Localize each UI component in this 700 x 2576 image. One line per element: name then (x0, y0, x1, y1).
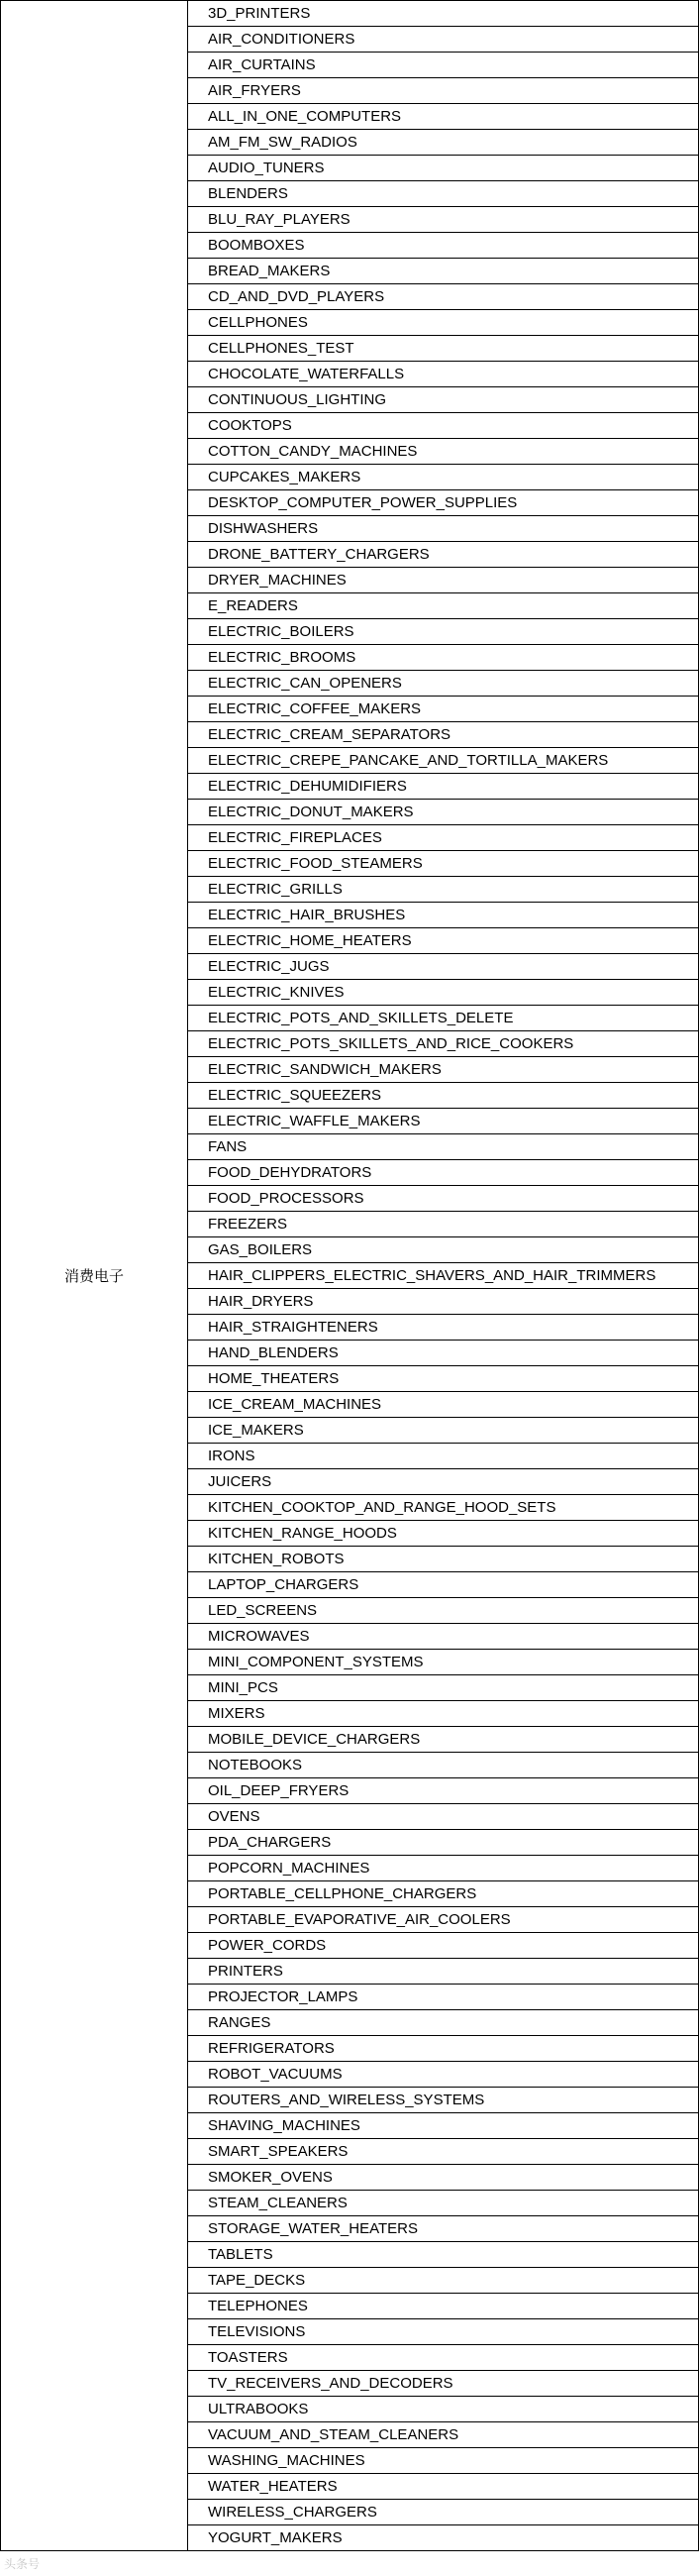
item-name-cell: ELECTRIC_POTS_SKILLETS_AND_RICE_COOKERS (188, 1031, 699, 1057)
item-name-cell: AUDIO_TUNERS (188, 156, 699, 181)
category-table-body (1, 1, 699, 2551)
item-name-cell: ELECTRIC_BOILERS (188, 619, 699, 645)
item-name-cell: COOKTOPS (188, 413, 699, 439)
item-name-cell: ICE_CREAM_MACHINES (188, 1392, 699, 1418)
item-name-cell: AIR_FRYERS (188, 78, 699, 104)
item-name-cell: HAIR_DRYERS (188, 1289, 699, 1315)
item-name-cell: HAIR_CLIPPERS_ELECTRIC_SHAVERS_AND_HAIR_TRIMMERS (188, 1263, 699, 1289)
item-name-cell: WASHING_MACHINES (188, 2448, 699, 2474)
item-name-cell: TAPE_DECKS (188, 2268, 699, 2294)
item-name-cell: DRYER_MACHINES (188, 568, 699, 593)
item-name-cell: AM_FM_SW_RADIOS (188, 130, 699, 156)
item-name-cell: ELECTRIC_FIREPLACES (188, 825, 699, 851)
item-name-cell: ELECTRIC_JUGS (188, 954, 699, 980)
item-name-cell: ELECTRIC_WAFFLE_MAKERS (188, 1109, 699, 1134)
item-name-cell: OIL_DEEP_FRYERS (188, 1778, 699, 1804)
item-name-cell: ALL_IN_ONE_COMPUTERS (188, 104, 699, 130)
item-name-cell: PORTABLE_CELLPHONE_CHARGERS (188, 1881, 699, 1907)
item-name-cell: KITCHEN_COOKTOP_AND_RANGE_HOOD_SETS (188, 1495, 699, 1521)
item-name-cell: COTTON_CANDY_MACHINES (188, 439, 699, 465)
item-name-cell: ELECTRIC_HOME_HEATERS (188, 928, 699, 954)
item-name-cell: ELECTRIC_COFFEE_MAKERS (188, 697, 699, 722)
item-name-cell: POWER_CORDS (188, 1933, 699, 1959)
item-name-cell: DESKTOP_COMPUTER_POWER_SUPPLIES (188, 490, 699, 516)
item-name-cell: FANS (188, 1134, 699, 1160)
item-name-cell: TOASTERS (188, 2345, 699, 2371)
item-name-cell: TELEPHONES (188, 2294, 699, 2319)
item-name-cell: VACUUM_AND_STEAM_CLEANERS (188, 2422, 699, 2448)
item-name-cell: ELECTRIC_CAN_OPENERS (188, 671, 699, 697)
item-name-cell: KITCHEN_ROBOTS (188, 1547, 699, 1572)
item-name-cell: CELLPHONES_TEST (188, 336, 699, 362)
item-name-cell: ELECTRIC_KNIVES (188, 980, 699, 1006)
item-name-cell: MINI_COMPONENT_SYSTEMS (188, 1650, 699, 1675)
item-name-cell: TELEVISIONS (188, 2319, 699, 2345)
item-name-cell: BLU_RAY_PLAYERS (188, 207, 699, 233)
item-name-cell: LED_SCREENS (188, 1598, 699, 1624)
item-name-cell: SMOKER_OVENS (188, 2165, 699, 2191)
item-name-cell: ELECTRIC_SANDWICH_MAKERS (188, 1057, 699, 1083)
item-name-cell: DISHWASHERS (188, 516, 699, 542)
item-name-cell: CD_AND_DVD_PLAYERS (188, 284, 699, 310)
item-name-cell: GAS_BOILERS (188, 1237, 699, 1263)
item-name-cell: AIR_CONDITIONERS (188, 27, 699, 53)
item-name-cell: PRINTERS (188, 1959, 699, 1985)
item-name-cell: MIXERS (188, 1701, 699, 1727)
item-name-cell: ELECTRIC_DEHUMIDIFIERS (188, 774, 699, 800)
item-name-cell: ELECTRIC_SQUEEZERS (188, 1083, 699, 1109)
item-name-cell: BOOMBOXES (188, 233, 699, 259)
item-name-cell: CELLPHONES (188, 310, 699, 336)
item-name-cell: CHOCOLATE_WATERFALLS (188, 362, 699, 387)
item-name-cell: ELECTRIC_FOOD_STEAMERS (188, 851, 699, 877)
item-name-cell: REFRIGERATORS (188, 2036, 699, 2062)
item-name-cell: ELECTRIC_POTS_AND_SKILLETS_DELETE (188, 1006, 699, 1031)
item-name-cell: HAIR_STRAIGHTENERS (188, 1315, 699, 1341)
item-name-cell: FOOD_DEHYDRATORS (188, 1160, 699, 1186)
item-name-cell: OVENS (188, 1804, 699, 1830)
item-name-cell: IRONS (188, 1444, 699, 1469)
item-name-cell: ELECTRIC_HAIR_BRUSHES (188, 903, 699, 928)
item-name-cell: ICE_MAKERS (188, 1418, 699, 1444)
watermark: 头条号 (4, 2557, 41, 2571)
item-name-cell: E_READERS (188, 593, 699, 619)
item-name-cell: RANGES (188, 2010, 699, 2036)
item-name-cell: POPCORN_MACHINES (188, 1856, 699, 1881)
item-name-cell: PROJECTOR_LAMPS (188, 1985, 699, 2010)
item-name-cell: ROBOT_VACUUMS (188, 2062, 699, 2088)
item-name-cell: STORAGE_WATER_HEATERS (188, 2216, 699, 2242)
item-name-cell: PDA_CHARGERS (188, 1830, 699, 1856)
item-name-cell: KITCHEN_RANGE_HOODS (188, 1521, 699, 1547)
item-name-cell: ULTRABOOKS (188, 2397, 699, 2422)
item-name-cell: MICROWAVES (188, 1624, 699, 1650)
item-name-cell: CUPCAKES_MAKERS (188, 465, 699, 490)
item-name-cell: BLENDERS (188, 181, 699, 207)
item-name-cell: ELECTRIC_CREAM_SEPARATORS (188, 722, 699, 748)
item-name-cell: ELECTRIC_GRILLS (188, 877, 699, 903)
item-name-cell: BREAD_MAKERS (188, 259, 699, 284)
item-name-cell: WIRELESS_CHARGERS (188, 2500, 699, 2525)
item-name-cell: JUICERS (188, 1469, 699, 1495)
item-name-cell: ROUTERS_AND_WIRELESS_SYSTEMS (188, 2088, 699, 2113)
item-name-cell: WATER_HEATERS (188, 2474, 699, 2500)
item-name-cell: MINI_PCS (188, 1675, 699, 1701)
item-name-cell: LAPTOP_CHARGERS (188, 1572, 699, 1598)
item-name-cell: 3D_PRINTERS (188, 1, 699, 27)
item-name-cell: ELECTRIC_CREPE_PANCAKE_AND_TORTILLA_MAKERS (188, 748, 699, 774)
item-name-cell: DRONE_BATTERY_CHARGERS (188, 542, 699, 568)
item-name-cell: AIR_CURTAINS (188, 53, 699, 78)
item-name-cell: FOOD_PROCESSORS (188, 1186, 699, 1212)
item-name-cell: ELECTRIC_BROOMS (188, 645, 699, 671)
item-name-cell: ELECTRIC_DONUT_MAKERS (188, 800, 699, 825)
item-name-cell: FREEZERS (188, 1212, 699, 1237)
item-name-cell: YOGURT_MAKERS (188, 2525, 699, 2551)
category-label: 消费电子 (1, 1, 188, 2551)
item-name-cell: HOME_THEATERS (188, 1366, 699, 1392)
item-name-cell: NOTEBOOKS (188, 1753, 699, 1778)
item-name-cell: MOBILE_DEVICE_CHARGERS (188, 1727, 699, 1753)
item-name-cell: PORTABLE_EVAPORATIVE_AIR_COOLERS (188, 1907, 699, 1933)
item-name-cell: TV_RECEIVERS_AND_DECODERS (188, 2371, 699, 2397)
item-name-cell: STEAM_CLEANERS (188, 2191, 699, 2216)
table-row (1, 1, 699, 27)
item-name-cell: SMART_SPEAKERS (188, 2139, 699, 2165)
item-name-cell: SHAVING_MACHINES (188, 2113, 699, 2139)
item-name-cell: CONTINUOUS_LIGHTING (188, 387, 699, 413)
item-name-cell: HAND_BLENDERS (188, 1341, 699, 1366)
item-name-cell: TABLETS (188, 2242, 699, 2268)
